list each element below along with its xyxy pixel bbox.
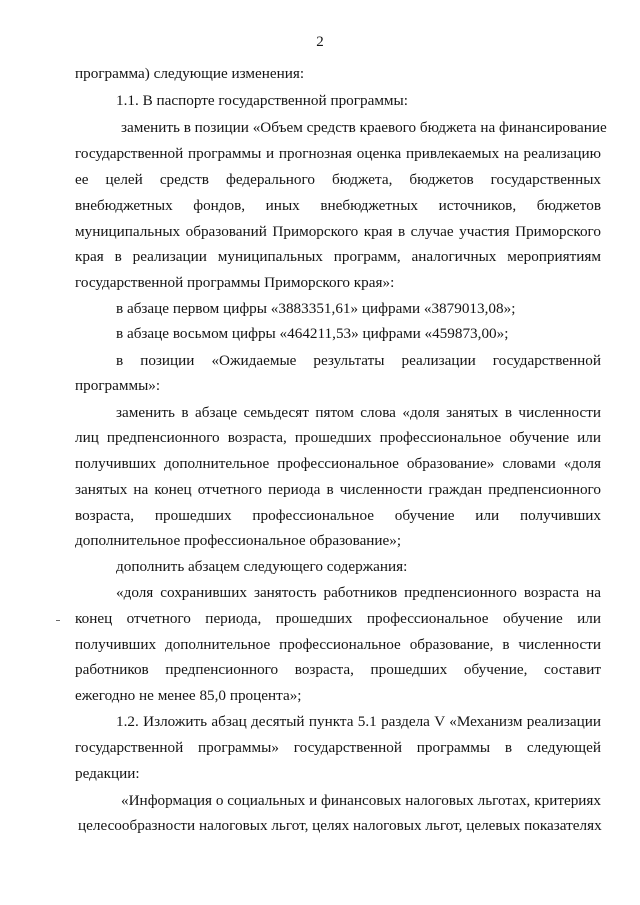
text-line: 1.2. Изложить абзац десятый пункта 5.1 раздела V «Механизм реализации — [116, 713, 601, 730]
text-line: муниципальных образований Приморского края в случае участия Приморского — [75, 223, 601, 240]
text-line: государственной программы» государственной программы в следующей — [75, 739, 601, 756]
text-line: возраста, прошедших профессиональное обучение или получивших — [75, 507, 601, 524]
text-line: ее целей средств федерального бюджета, бюджетов государственных — [75, 171, 601, 188]
text-line: края в реализации муниципальных программ, аналогичных мероприятиям — [75, 248, 601, 265]
text-line: редакции: — [75, 765, 140, 782]
text-line: «Информация о социальных и финансовых налоговых льготах, критериях — [121, 792, 601, 809]
text-line: в позиции «Ожидаемые результаты реализации государственной — [116, 352, 601, 369]
text-line: целесообразности налоговых льгот, целях налоговых льгот, целевых показателях — [78, 817, 602, 834]
text-line: конец отчетного периода, прошедших профессиональное обучение или — [75, 610, 601, 627]
text-line: дополнительное профессиональное образование»; — [75, 532, 402, 549]
text-line: получивших дополнительное профессиональное образование, в численности — [75, 636, 601, 653]
text-line: работников предпенсионного возраста, прошедших обучение, составит — [75, 661, 601, 678]
text-line: занятых на конец отчетного периода в численности граждан предпенсионного — [75, 481, 601, 498]
text-line: программа) следующие изменения: — [75, 65, 305, 82]
text-line: дополнить абзацем следующего содержания: — [116, 558, 408, 575]
text-line: заменить в абзаце семьдесят пятом слова «доля занятых в численности — [116, 404, 601, 421]
text-line: ежегодно не менее 85,0 процента»; — [75, 687, 302, 704]
text-line: заменить в позиции «Объем средств краевого бюджета на финансирование — [121, 119, 607, 136]
text-line: государственной программы Приморского края»: — [75, 274, 395, 291]
text-line: в абзаце первом цифры «3883351,61» цифрами «3879013,08»; — [116, 300, 516, 317]
text-line: получивших дополнительное профессиональное образование» словами «доля — [75, 455, 601, 472]
text-line: 1.1. В паспорте государственной программы: — [116, 92, 408, 109]
text-line: лиц предпенсионного возраста, прошедших профессиональное обучение или — [75, 429, 601, 446]
text-line: внебюджетных фондов, иных внебюджетных источников, бюджетов — [75, 197, 601, 214]
text-line: в абзаце восьмом цифры «464211,53» цифрами «459873,00»; — [116, 325, 509, 342]
text-line: программы»: — [75, 377, 161, 394]
page-number: 2 — [316, 34, 324, 50]
text-line: государственной программы и прогнозная оценка привлекаемых на реализацию — [75, 145, 601, 162]
text-line: «доля сохранивших занятость работников предпенсионного возраста на — [116, 584, 601, 601]
scan-mark — [56, 620, 60, 621]
